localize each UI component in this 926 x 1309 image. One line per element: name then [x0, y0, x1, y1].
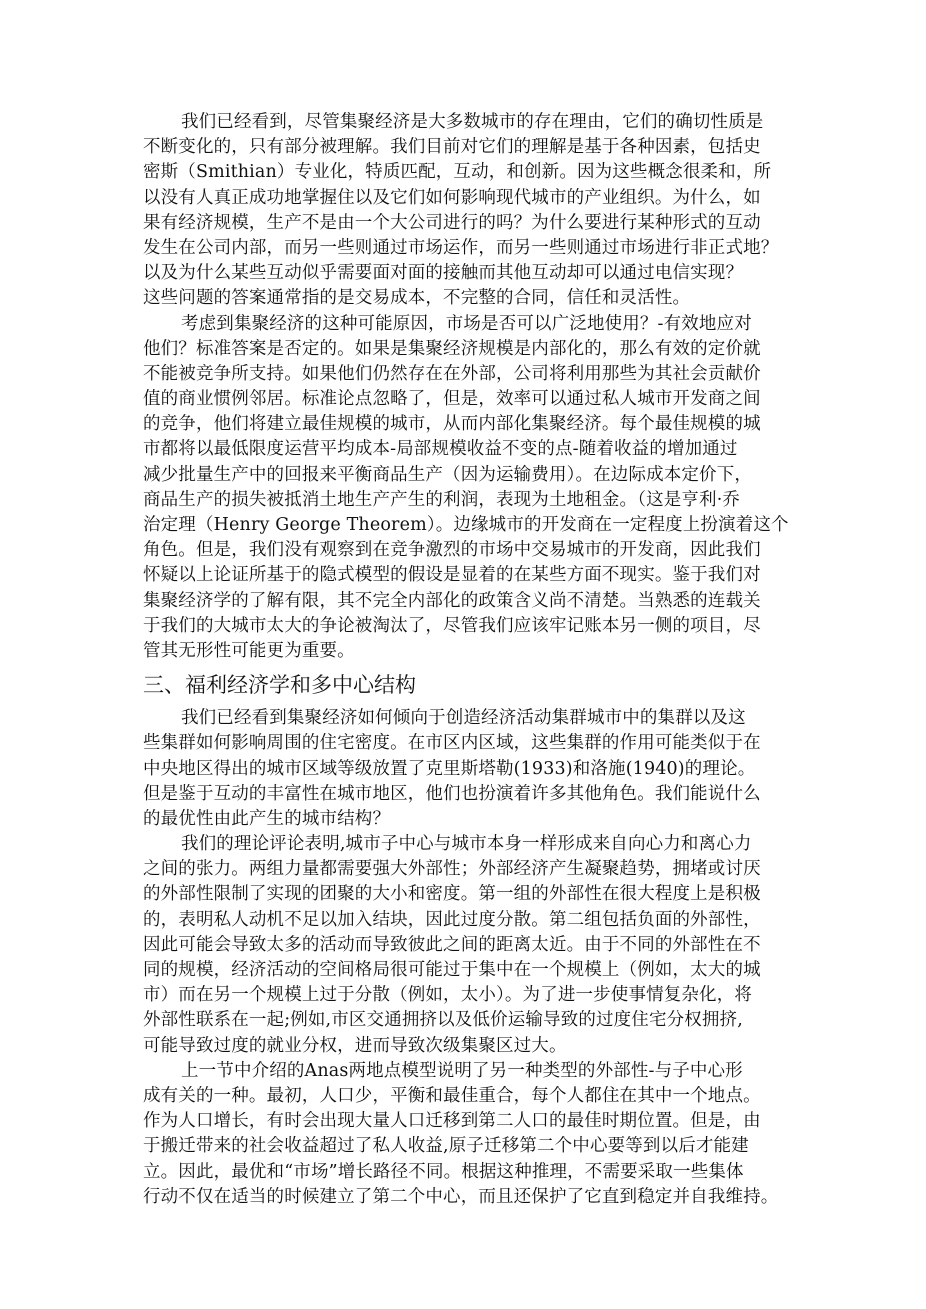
- text-line: 值的商业惯例邻居。标准论点忽略了，但是，效率可以通过私人城市开发商之间: [143, 389, 761, 410]
- text-line: 的最优性由此产生的城市结构？: [143, 808, 391, 829]
- section-paragraphs-2: [143, 706, 793, 1210]
- text-line: 的竞争，他们将建立最佳规模的城市，从而内部化集聚经济。每个最佳规模的城: [143, 414, 761, 435]
- text-line: 减少批量生产中的回报来平衡商品生产（因为运输费用）。在边际成本定价下，: [143, 464, 752, 485]
- text-line: 中央地区得出的城市区域等级放置了克里斯塔勒(1933)和洛施(1940)的理论。: [143, 758, 756, 779]
- document-page: [143, 110, 793, 1210]
- text-line: 密斯（Smithian）专业化，特质匹配，互动，和创新。因为这些概念很柔和，所: [143, 162, 772, 183]
- text-line: 上一节中介绍的Anas两地点模型说明了另一种类型的外部性-与子中心形: [181, 1060, 743, 1081]
- text-line: 之间的张力。两组力量都需要强大外部性；外部经济产生凝聚趋势，拥堵或讨厌: [143, 859, 761, 880]
- text-line: 管其无形性可能更为重要。: [143, 640, 355, 661]
- text-line: 不断变化的，只有部分被理解。我们目前对它们的理解是基于各种因素，包括史: [143, 137, 761, 158]
- text-line: 市）而在另一个规模上过于分散（例如，太小）。为了进一步使事情复杂化，将: [143, 985, 752, 1006]
- text-line: 作为人口增长，有时会出现大量人口迁移到第二人口的最佳时期位置。但是，由: [143, 1111, 761, 1132]
- text-line: 些集群如何影响周围的住宅密度。在市区内区域，这些集群的作用可能类似于在: [143, 733, 761, 754]
- text-line: 果有经济规模，生产不是由一个大公司进行的吗？为什么要进行某种形式的互动: [143, 212, 761, 233]
- text-line: 同的规模，经济活动的空间格局很可能过于集中在一个规模上（例如，太大的城: [143, 960, 761, 980]
- text-line: 他们？标准答案是否定的。如果是集聚经济规模是内部化的，那么有效的定价就: [143, 338, 761, 359]
- text-line: 外部性联系在一起;例如,市区交通拥挤以及低价运输导致的过度住宅分权拥挤,: [143, 1010, 743, 1031]
- text-line: 集聚经济学的了解有限，其不完全内部化的政策含义尚不清楚。当熟悉的连载关: [143, 590, 761, 611]
- text-line: 可能导致过度的就业分权，进而导致次级集聚区过大。: [143, 1035, 567, 1056]
- text-line: 我们已经看到集聚经济如何倾向于创造经济活动集群城市中的集群以及这: [181, 708, 746, 729]
- text-line: 怀疑以上论证所基于的隐式模型的假设是显着的在某些方面不现实。鉴于我们对: [143, 565, 761, 586]
- text-line: 行动不仅在适当的时候建立了第二个中心，而且还保护了它直到稳定并自我维持。: [143, 1186, 779, 1207]
- text-line: 以及为什么某些互动似乎需要面对面的接触而其他互动却可以通过电信实现？: [143, 263, 744, 284]
- text-line: 我们已经看到，尽管集聚经济是大多数城市的存在理由，它们的确切性质是: [181, 112, 764, 132]
- text-line: 不能被竞争所支持。如果他们仍然存在在外部，公司将利用那些为其社会贡献价: [143, 363, 761, 384]
- text-line: 成有关的一种。最初，人口少，平衡和最佳重合，每个人都住在其中一个地点。: [143, 1085, 761, 1106]
- text-line: 的，表明私人动机不足以加入结块，因此过度分散。第二组包括负面的外部性，: [143, 909, 761, 930]
- text-line: 这些问题的答案通常指的是交易成本，不完整的合同，信任和灵活性。: [143, 288, 691, 309]
- text-line: 于搬迁带来的社会收益超过了私人收益,原子迁移第二个中心要等到以后才能建: [143, 1136, 749, 1157]
- text-line: 我们的理论评论表明,城市子中心与城市本身一样形成来自向心力和离心力: [181, 834, 752, 855]
- text-line: 的外部性限制了实现的团聚的大小和密度。第一组的外部性在很大程度上是积极: [143, 884, 761, 905]
- text-line: 治定理（Henry George Theorem）。边缘城市的开发商在一定程度上扮演着这个: [143, 515, 789, 535]
- text-line: 以没有人真正成功地掌握住以及它们如何影响现代城市的产业组织。为什么，如: [143, 187, 761, 208]
- section-paragraphs-1: [143, 110, 793, 664]
- text-line: 立。因此，最优和“市场”增长路径不同。根据这种推理，不需要采取一些集体: [143, 1161, 744, 1182]
- text-line: 发生在公司内部，而另一些则通过市场运作，而另一些则通过市场进行非正式地？: [143, 237, 779, 258]
- text-line: 考虑到集聚经济的这种可能原因，市场是否可以广泛地使用？-有效地应对: [181, 313, 752, 334]
- section-heading: 三、福利经济学和多中心结构: [143, 673, 416, 698]
- text-line: 但是鉴于互动的丰富性在城市地区，他们也扮演着许多其他角色。我们能说什么: [143, 783, 761, 804]
- text-line: 商品生产的损失被抵消土地生产产生的利润，表现为土地租金。（这是亨利·乔: [143, 489, 741, 510]
- text-line: 因此可能会导致太多的活动而导致彼此之间的距离太近。由于不同的外部性在不: [143, 934, 761, 955]
- text-line: 于我们的大城市太大的争论被淘汰了，尽管我们应该牢记账本另一侧的项目，尽: [143, 615, 761, 636]
- text-line: 市都将以最低限度运营平均成本-局部规模收益不变的点-随着收益的增加通过: [143, 439, 738, 460]
- text-line: 角色。但是，我们没有观察到在竞争激烈的市场中交易城市的开发商，因此我们: [143, 540, 761, 561]
